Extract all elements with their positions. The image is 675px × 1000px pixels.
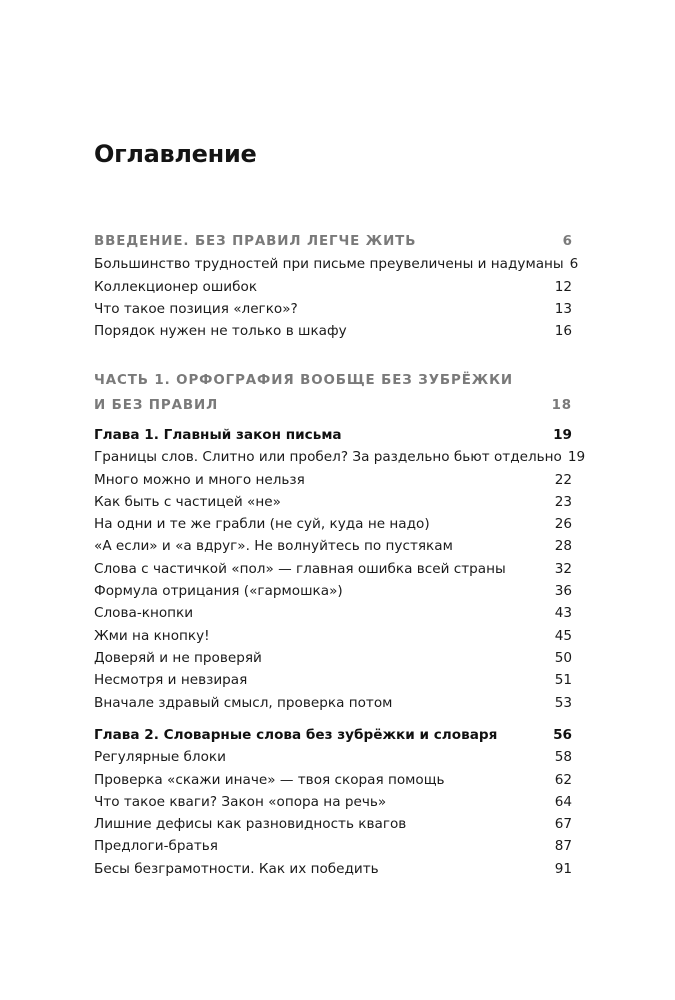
toc-entry-label: Проверка «скажи иначе» — твоя скорая помощь — [94, 771, 445, 788]
toc-entry-label: Как быть с частицей «не» — [94, 493, 281, 510]
toc-entry-page: 6 — [569, 256, 579, 273]
toc-entry[interactable] — [94, 791, 572, 813]
toc-entry-label: ВВЕДЕНИЕ. БЕЗ ПРАВИЛ ЛЕГЧЕ ЖИТЬ — [94, 234, 417, 249]
toc-entry[interactable] — [94, 253, 579, 275]
toc-entry[interactable] — [94, 858, 572, 880]
toc-entry-page: 43 — [554, 605, 572, 622]
toc-entry-label: Глава 2. Словарные слова без зубрёжки и словаря — [94, 727, 498, 743]
toc-entry[interactable] — [94, 469, 572, 491]
part1-heading-line2-row — [94, 393, 572, 418]
toc-entry-label: Формула отрицания («гармошка») — [94, 583, 343, 600]
toc-entry-label: Большинство трудностей при письме преувеличены и надуманы — [94, 256, 564, 273]
toc-entry-page: 50 — [554, 649, 572, 666]
toc-entry-page: 28 — [554, 538, 572, 555]
chapter2-section — [94, 724, 572, 880]
toc-entry-page: 23 — [554, 493, 572, 510]
toc-chapter-heading[interactable] — [94, 724, 572, 746]
toc-entry[interactable] — [94, 446, 586, 468]
toc-entry-page: 13 — [554, 300, 572, 317]
toc-entry-page: 67 — [554, 816, 572, 833]
toc-entry[interactable] — [94, 276, 572, 298]
page-title: Оглавление — [94, 140, 257, 168]
chapter1-section — [94, 424, 586, 714]
part1-heading-line1: ЧАСТЬ 1. ОРФОГРАФИЯ ВООБЩЕ БЕЗ ЗУБРЁЖКИ — [94, 373, 514, 388]
toc-entry-label: Порядок нужен не только в шкафу — [94, 323, 347, 340]
toc-entry-label: Жми на кнопку! — [94, 627, 210, 644]
toc-entry-label: Слова-кнопки — [94, 605, 194, 622]
part1-heading-line2: И БЕЗ ПРАВИЛ — [94, 398, 219, 413]
toc-entry[interactable] — [94, 669, 572, 691]
toc-entry[interactable] — [94, 602, 572, 624]
toc-part-heading[interactable] — [94, 231, 572, 253]
toc-entry-page: 36 — [554, 583, 572, 600]
intro-section — [94, 231, 579, 342]
toc-entry-page: 51 — [554, 672, 572, 689]
toc-entry-label: Предлоги-братья — [94, 838, 218, 855]
toc-entry[interactable] — [94, 625, 572, 647]
toc-entry[interactable] — [94, 298, 572, 320]
toc-entry-label: Коллекционер ошибок — [94, 278, 258, 295]
toc-entry-label: Несмотря и невзирая — [94, 672, 248, 689]
toc-entry-page: 22 — [554, 471, 572, 488]
toc-entry[interactable] — [94, 746, 572, 768]
toc-entry-page: 32 — [554, 560, 572, 577]
toc-entry[interactable] — [94, 491, 572, 513]
toc-entry-page: 45 — [554, 627, 572, 644]
toc-entry[interactable] — [94, 513, 572, 535]
toc-entry-label: Вначале здравый смысл, проверка потом — [94, 694, 393, 711]
toc-page — [94, 0, 586, 1000]
toc-entry-label: «А если» и «а вдруг». Не волнуйтесь по пустякам — [94, 538, 453, 555]
toc-entry-page: 87 — [554, 838, 572, 855]
toc-entry-label: Много можно и много нельзя — [94, 471, 305, 488]
toc-entry[interactable] — [94, 692, 572, 714]
toc-entry-page: 53 — [554, 694, 572, 711]
toc-entry-page: 19 — [567, 449, 586, 466]
toc-entry[interactable] — [94, 835, 572, 857]
toc-entry[interactable] — [94, 320, 572, 342]
toc-entry[interactable] — [94, 647, 572, 669]
toc-entry-label: Слова с частичкой «пол» — главная ошибка всей страны — [94, 560, 506, 577]
toc-entry-label: Глава 1. Главный закон письма — [94, 427, 342, 443]
toc-chapter-heading[interactable] — [94, 424, 572, 446]
toc-entry-page: 6 — [562, 234, 572, 249]
toc-entry-page: 64 — [554, 793, 572, 810]
part1-heading[interactable] — [94, 368, 572, 418]
toc-entry-page: 56 — [553, 727, 572, 743]
toc-entry-page: 58 — [554, 749, 572, 766]
toc-entry-label: Бесы безграмотности. Как их победить — [94, 860, 379, 877]
toc-entry-page: 26 — [554, 516, 572, 533]
toc-entry-page: 91 — [554, 860, 572, 877]
toc-entry-page: 16 — [554, 323, 572, 340]
toc-entry-label: Лишние дефисы как разновидность квагов — [94, 816, 407, 833]
toc-entry-page: 18 — [551, 398, 572, 413]
toc-entry-page: 19 — [553, 427, 572, 443]
toc-entry-label: Регулярные блоки — [94, 749, 226, 766]
toc-entry-label: Доверяй и не проверяй — [94, 649, 262, 666]
toc-entry-label: Что такое позиция «легко»? — [94, 300, 298, 317]
toc-entry-label: На одни и те же грабли (не суй, куда не надо) — [94, 516, 430, 533]
toc-entry-label: Что такое кваги? Закон «опора на речь» — [94, 793, 387, 810]
toc-entry[interactable] — [94, 769, 572, 791]
toc-entry[interactable] — [94, 535, 572, 557]
toc-entry[interactable] — [94, 813, 572, 835]
toc-entry-label: Границы слов. Слитно или пробел? За раздельно бьют отдельно — [94, 449, 562, 466]
toc-entry[interactable] — [94, 558, 572, 580]
toc-entry-page: 62 — [554, 771, 572, 788]
toc-entry[interactable] — [94, 580, 572, 602]
toc-entry-page: 12 — [554, 278, 572, 295]
